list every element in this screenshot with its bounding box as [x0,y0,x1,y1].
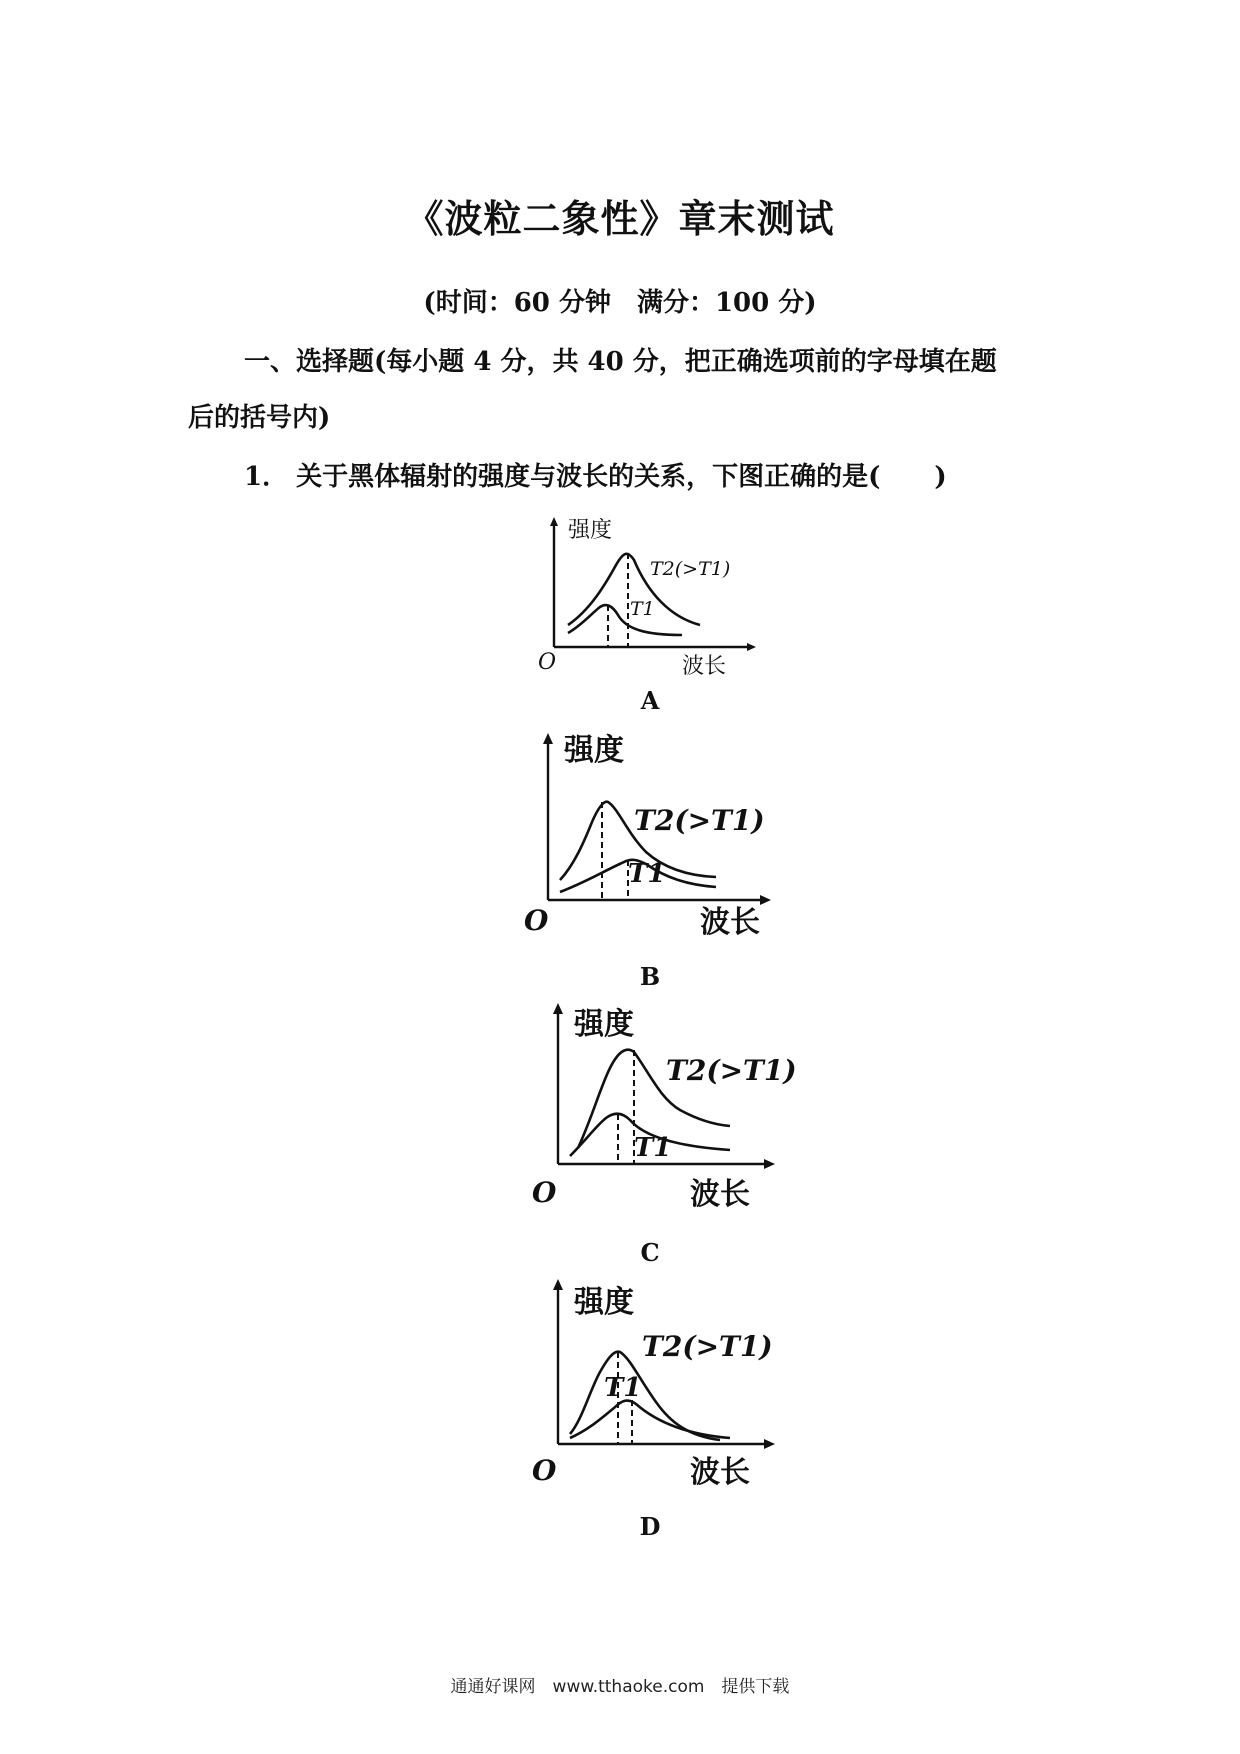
x-axis-label: 波长 [690,1455,750,1490]
page-title: 《波粒二象性》章末测试 [405,196,835,241]
section-heading-line-2: 后的括号内) [188,403,331,433]
y-axis-label: 强度 [564,733,624,768]
question-number: 1． [244,462,289,492]
curve-label-t1: T1 [604,1373,642,1403]
x-axis-label: 波长 [682,654,727,679]
option-label-d[interactable]: D [639,1512,661,1541]
page-footer: 通通好课网 www.tthaoke.com 提供下载 [450,1677,790,1697]
curve-label-t2: T2(>T1) [666,1054,797,1087]
graph-option-a [530,515,770,679]
origin-label: O [532,1176,557,1209]
option-label-a[interactable]: A [640,686,660,715]
curve-t1 [570,1401,730,1438]
graph-option-d [530,1280,800,1490]
curve-label-t2: T2(>T1) [642,1330,773,1363]
question-text: 关于黑体辐射的强度与波长的关系，下图正确的是( [296,462,881,492]
origin-label: O [532,1454,557,1487]
question-1 [244,456,947,493]
curve-label-t2: T2(>T1) [650,558,731,580]
curve-label-t1: T1 [630,598,655,620]
graph-option-b [516,730,786,940]
option-label-b[interactable]: B [639,962,661,991]
x-axis-label: 波长 [690,1177,750,1212]
curve-label-t2: T2(>T1) [634,804,765,837]
curve-label-t1: T1 [634,1133,672,1163]
option-label-c[interactable]: C [640,1238,660,1267]
y-axis-label: 强度 [568,518,613,543]
x-axis-label: 波长 [700,905,760,940]
graph-option-c [530,1008,800,1218]
curve-t2 [570,1352,720,1440]
exam-time-score: (时间：60 分钟 满分：100 分) [423,288,817,318]
question-close-paren: ) [934,462,947,492]
origin-label: O [524,904,549,937]
section-heading-line-1: 一、选择题(每小题 4 分，共 40 分，把正确选项前的字母填在题 [244,347,997,377]
y-axis-label: 强度 [574,1285,634,1320]
y-axis-label: 强度 [574,1007,634,1042]
curve-label-t1: T1 [628,859,666,889]
origin-label: O [538,650,557,675]
